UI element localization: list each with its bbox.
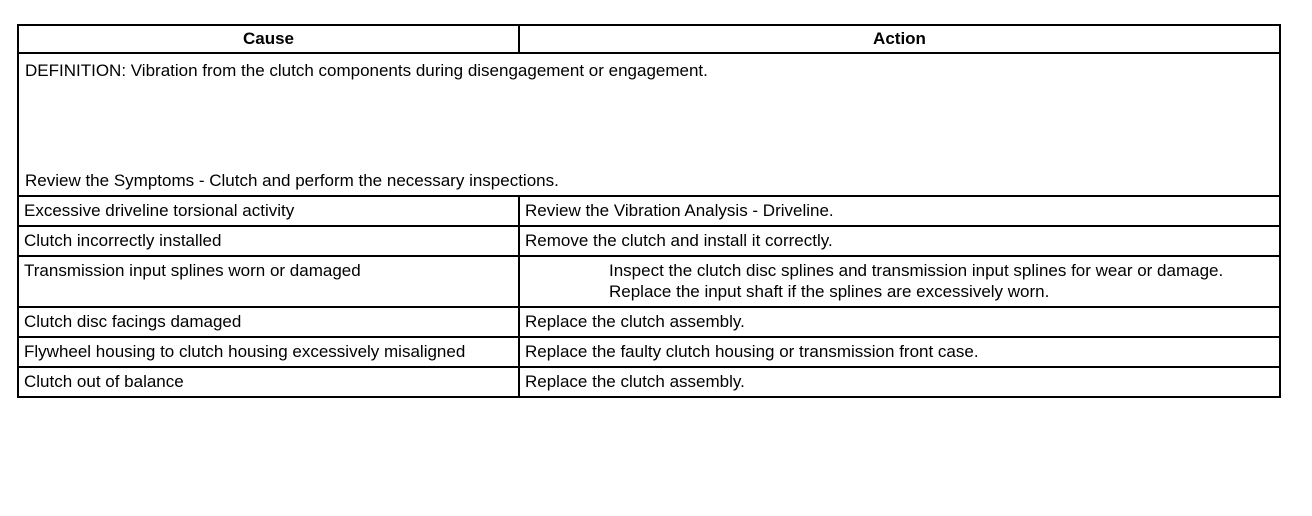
cause-cell: Transmission input splines worn or damaged xyxy=(18,256,519,307)
action-steps-list xyxy=(525,260,1274,302)
action-step: Inspect the clutch disc splines and transmission input splines for wear or damage. xyxy=(609,261,1224,280)
table-row xyxy=(18,196,1280,226)
definition-cell xyxy=(18,53,1280,196)
diagnostic-table xyxy=(17,24,1281,398)
action-cell: Replace the clutch assembly. xyxy=(519,307,1280,337)
table-row xyxy=(18,307,1280,337)
action-column-header: Action xyxy=(519,25,1280,53)
cause-cell: Clutch out of balance xyxy=(18,367,519,397)
definition-text: DEFINITION: Vibration from the clutch components during disengagement or engagement. xyxy=(25,61,708,80)
table-row xyxy=(18,367,1280,397)
action-cell: Replace the clutch assembly. xyxy=(519,367,1280,397)
cause-column-header: Cause xyxy=(18,25,519,53)
cause-cell: Flywheel housing to clutch housing excessively misaligned xyxy=(18,337,519,367)
cause-cell: Clutch incorrectly installed xyxy=(18,226,519,256)
table-row xyxy=(18,337,1280,367)
header-row xyxy=(18,25,1280,53)
definition-row xyxy=(18,53,1280,196)
cause-cell: Clutch disc facings damaged xyxy=(18,307,519,337)
action-step: Replace the input shaft if the splines are excessively worn. xyxy=(609,282,1050,301)
table-row xyxy=(18,256,1280,307)
action-cell: Remove the clutch and install it correctly. xyxy=(519,226,1280,256)
action-cell xyxy=(519,256,1280,307)
action-cell: Review the Vibration Analysis - Driveline. xyxy=(519,196,1280,226)
cause-cell: Excessive driveline torsional activity xyxy=(18,196,519,226)
action-cell: Replace the faulty clutch housing or transmission front case. xyxy=(519,337,1280,367)
table-row xyxy=(18,226,1280,256)
review-symptoms-text: Review the Symptoms - Clutch and perform the necessary inspections. xyxy=(25,171,559,190)
